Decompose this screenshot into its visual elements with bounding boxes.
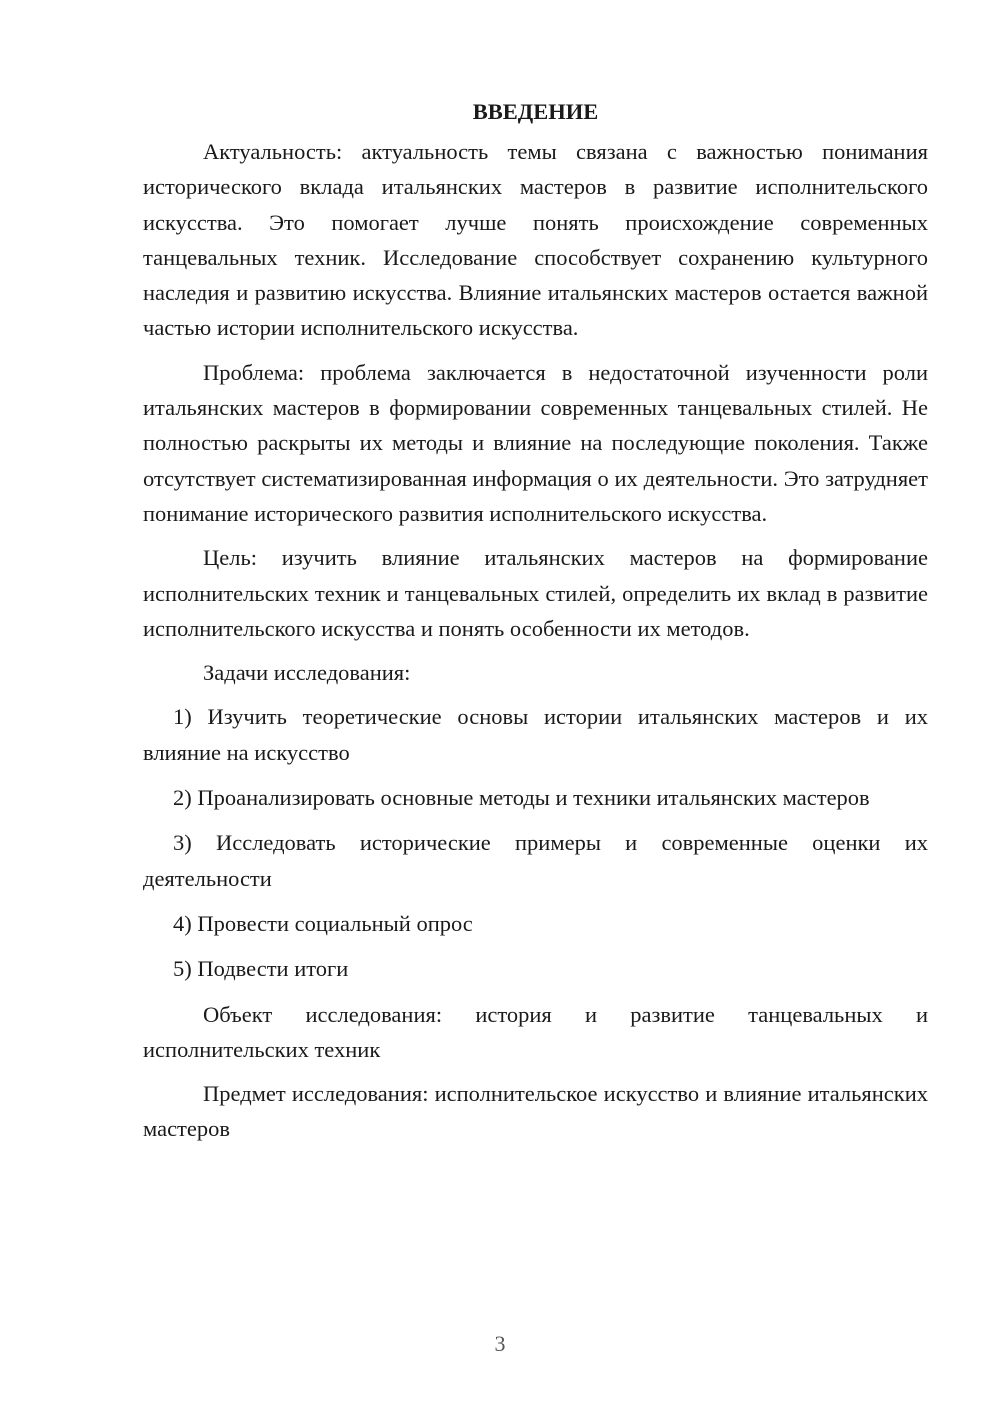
relevance-paragraph: Актуальность: актуальность темы связана с важностью понимания исторического вклада итальянских мастеров в развитие исполнительского искусства. Это помогает лучше понять происхождение современных танцевальных техник. Исследование способствует сохранению культурного наследия и развитию искусства. Влияние итальянских мастеров остается важной частью истории исполнительского искусства. xyxy=(143,139,928,341)
list-item: 1) Изучить теоретические основы истории итальянских мастеров и их влияние на искусство xyxy=(143,704,928,765)
object-paragraph: Объект исследования: история и развитие танцевальных и исполнительских техник xyxy=(143,1001,928,1062)
document-page xyxy=(143,94,928,1156)
tasks-list xyxy=(143,699,928,986)
problem-paragraph: Проблема: проблема заключается в недостаточной изученности роли итальянских мастеров в формировании современных танцевальных стилей. Не полностью раскрыты их методы и влияние на последующие поколения. Также отсутствует систематизированная информация о их деятельности. Это затрудняет понимание исторического развития исполнительского искусства. xyxy=(143,359,928,526)
page-title: ВВЕДЕНИЕ xyxy=(472,99,599,124)
list-item: 4) Провести социальный опрос xyxy=(173,910,473,936)
list-item: 5) Подвести итоги xyxy=(173,956,349,982)
subject-paragraph: Предмет исследования: исполнительское искусство и влияние итальянских мастеров xyxy=(143,1081,928,1142)
goal-paragraph: Цель: изучить влияние итальянских мастеров на формирование исполнительских техник и танцевальных стилей, определить их вклад в развитие исполнительского искусства и понять особенности их методов. xyxy=(143,545,928,641)
tasks-heading: Задачи исследования: xyxy=(203,660,411,686)
page-number: 3 xyxy=(494,1331,506,1356)
list-item: 3) Исследовать исторические примеры и современные оценки их деятельности xyxy=(143,830,928,891)
list-item: 2) Проанализировать основные методы и техники итальянских мастеров xyxy=(173,785,870,811)
